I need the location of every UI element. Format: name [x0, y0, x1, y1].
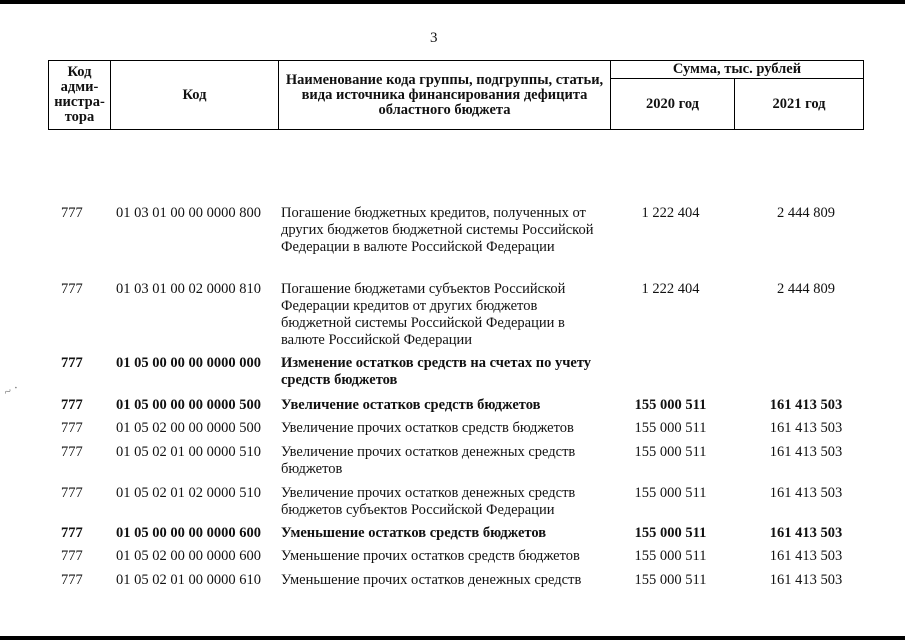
scan-mark: ~ · — [1, 379, 21, 400]
header-sum: Сумма, тыс. рублей — [672, 61, 802, 77]
item-name: Уменьшение прочих остатков денежных средств — [281, 572, 582, 588]
admin-code: 777 — [61, 525, 83, 541]
amount-2020: 1 222 404 — [641, 205, 700, 221]
budget-code: 01 05 00 00 00 0000 000 — [116, 355, 261, 371]
page-number: 3 — [430, 30, 438, 46]
amount-2021: 161 413 503 — [769, 397, 843, 413]
amount-2020: 155 000 511 — [634, 485, 707, 501]
item-name: Погашение бюджетами субъектов Российской Федерации кредитов от других бюджетов бюджетной системы Российской Федерации в валюте Российской Федерации — [281, 281, 566, 348]
budget-code: 01 05 02 01 00 0000 510 — [116, 444, 261, 460]
budget-code: 01 05 00 00 00 0000 600 — [116, 525, 261, 541]
amount-2020: 155 000 511 — [634, 572, 707, 588]
item-name: Увеличение прочих остатков денежных средств бюджетов — [281, 444, 576, 477]
admin-code: 777 — [61, 572, 83, 588]
header-bottom-border — [48, 129, 864, 130]
amount-2021: 161 413 503 — [769, 572, 843, 588]
header-right-border — [863, 60, 864, 130]
header-code: Код — [182, 86, 207, 103]
amount-2020: 155 000 511 — [634, 525, 707, 541]
admin-code: 777 — [61, 485, 83, 501]
admin-code: 777 — [61, 281, 83, 297]
table-header — [48, 60, 864, 130]
amount-2021: 161 413 503 — [769, 548, 843, 564]
amount-2020: 1 222 404 — [641, 281, 700, 297]
admin-code: 777 — [61, 397, 83, 413]
admin-code: 777 — [61, 444, 83, 460]
admin-code: 777 — [61, 548, 83, 564]
scan-bottom-edge — [0, 636, 905, 640]
item-name: Изменение остатков средств на счетах по учету средств бюджетов — [281, 355, 592, 388]
admin-code: 777 — [61, 355, 83, 371]
header-year-2020: 2020 год — [645, 95, 699, 112]
header-admin-code: Код адми-нистра-тора — [54, 64, 105, 125]
item-name: Уменьшение остатков средств бюджетов — [281, 525, 547, 541]
amount-2020: 155 000 511 — [634, 420, 707, 436]
budget-code: 01 05 02 01 02 0000 510 — [116, 485, 261, 501]
item-name: Увеличение прочих остатков денежных средств бюджетов субъектов Российской Федерации — [281, 485, 576, 518]
amount-2021: 161 413 503 — [769, 420, 843, 436]
admin-code: 777 — [61, 205, 83, 221]
scan-top-edge — [0, 0, 905, 4]
budget-code: 01 05 02 01 00 0000 610 — [116, 572, 261, 588]
header-name: Наименование кода группы, подгруппы, статьи, вида источника финансирования дефицита областного бюджета — [285, 71, 604, 118]
budget-code: 01 05 02 00 00 0000 600 — [116, 548, 261, 564]
amount-2021: 161 413 503 — [769, 525, 843, 541]
item-name: Увеличение прочих остатков средств бюджетов — [281, 420, 574, 436]
item-name: Уменьшение прочих остатков средств бюджетов — [281, 548, 580, 564]
amount-2020: 155 000 511 — [634, 444, 707, 460]
budget-code: 01 03 01 00 00 0000 800 — [116, 205, 261, 221]
admin-code: 777 — [61, 420, 83, 436]
amount-2020: 155 000 511 — [634, 548, 707, 564]
budget-code: 01 05 00 00 00 0000 500 — [116, 397, 261, 413]
item-name: Увеличение остатков средств бюджетов — [281, 397, 541, 413]
amount-2020: 155 000 511 — [634, 397, 707, 413]
budget-code: 01 03 01 00 02 0000 810 — [116, 281, 261, 297]
header-year-2021: 2021 год — [772, 95, 826, 112]
amount-2021: 161 413 503 — [769, 485, 843, 501]
amount-2021: 161 413 503 — [769, 444, 843, 460]
item-name: Погашение бюджетных кредитов, полученных от других бюджетов бюджетной системы Российской Федерации в валюте Российской Федерации — [281, 205, 594, 255]
amount-2021: 2 444 809 — [777, 205, 835, 221]
budget-code: 01 05 02 00 00 0000 500 — [116, 420, 261, 436]
amount-2021: 2 444 809 — [777, 281, 835, 297]
